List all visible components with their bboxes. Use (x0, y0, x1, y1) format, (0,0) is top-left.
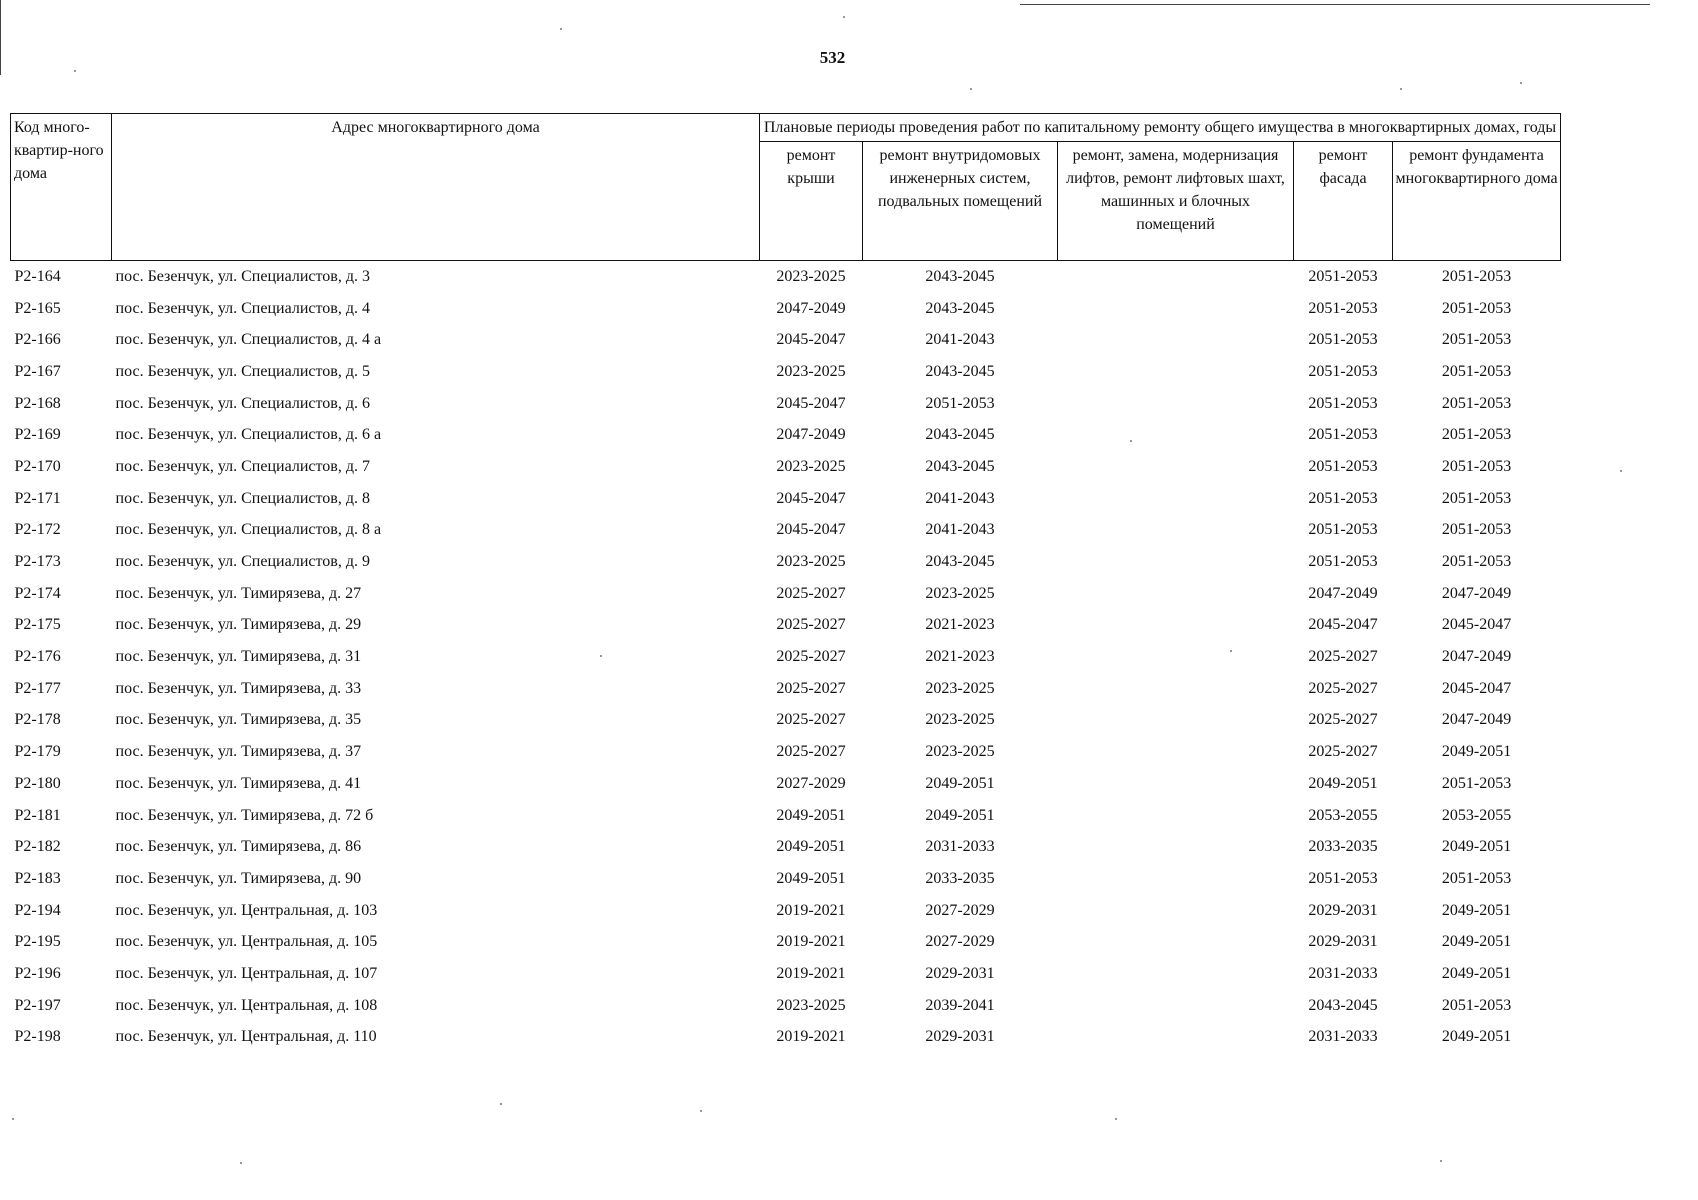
cell-roof: 2045-2047 (776, 489, 846, 507)
cell-code: Р2-175 (14, 616, 61, 634)
cell-roof: 2025-2027 (776, 711, 846, 729)
cell-facade: 2025-2027 (1308, 711, 1378, 729)
cell-foundation: 2051-2053 (1441, 521, 1512, 539)
header-code: Код много-квартир-ного дома (11, 114, 112, 261)
header-facade: ремонт фасада (1294, 142, 1393, 261)
header-foundation: ремонт фундамента многоквартирного дома (1393, 142, 1561, 261)
cell-address: пос. Безенчук, ул. Тимирязева, д. 27 (115, 584, 362, 602)
cell-facade: 2047-2049 (1308, 584, 1378, 602)
cell-roof: 2023-2025 (776, 553, 846, 571)
cell-roof: 2025-2027 (776, 616, 846, 634)
table-row (11, 895, 1561, 927)
cell-address: пос. Безенчук, ул. Специалистов, д. 5 (115, 362, 370, 380)
cell-address: пос. Безенчук, ул. Тимирязева, д. 37 (115, 743, 362, 761)
table-row (11, 990, 1561, 1022)
cell-roof: 2027-2029 (776, 774, 846, 792)
cell-lifts (1058, 419, 1294, 451)
scan-speck (1115, 1118, 1117, 1120)
table-row (11, 388, 1561, 420)
cell-address: пос. Безенчук, ул. Тимирязева, д. 86 (115, 838, 362, 856)
cell-systems: 2027-2029 (925, 901, 995, 919)
cell-address: пос. Безенчук, ул. Специалистов, д. 6 а (115, 426, 382, 444)
cell-code: Р2-173 (14, 553, 61, 571)
cell-lifts (1058, 831, 1294, 863)
cell-facade: 2025-2027 (1308, 648, 1378, 666)
cell-lifts (1058, 895, 1294, 927)
cell-roof: 2049-2051 (776, 869, 846, 887)
scan-speck (1230, 650, 1232, 652)
header-address: Адрес многоквартирного дома (112, 114, 760, 261)
cell-lifts (1058, 261, 1294, 293)
scan-speck (12, 1118, 14, 1120)
header-roof: ремонт крыши (760, 142, 863, 261)
table-row (11, 483, 1561, 515)
scan-speck (600, 655, 602, 657)
cell-code: Р2-171 (14, 489, 61, 507)
cell-systems: 2043-2045 (925, 299, 995, 317)
cell-foundation: 2049-2051 (1441, 964, 1512, 982)
cell-facade: 2051-2053 (1308, 521, 1378, 539)
scan-speck (1440, 1160, 1442, 1162)
cell-foundation: 2051-2053 (1441, 426, 1512, 444)
scan-speck (970, 88, 972, 90)
cell-foundation: 2049-2051 (1441, 838, 1512, 856)
cell-roof: 2045-2047 (776, 394, 846, 412)
cell-systems: 2023-2025 (925, 584, 995, 602)
cell-lifts (1058, 388, 1294, 420)
table-row (11, 610, 1561, 642)
cell-lifts (1058, 324, 1294, 356)
cell-foundation: 2051-2053 (1441, 331, 1512, 349)
cell-foundation: 2049-2051 (1441, 1028, 1512, 1046)
cell-foundation: 2051-2053 (1441, 774, 1512, 792)
cell-code: Р2-179 (14, 743, 61, 761)
header-row-top (11, 114, 1561, 142)
cell-code: Р2-176 (14, 648, 61, 666)
cell-foundation: 2051-2053 (1441, 553, 1512, 571)
scan-speck (500, 1103, 502, 1105)
table-row (11, 451, 1561, 483)
cell-facade: 2051-2053 (1308, 426, 1378, 444)
cell-facade: 2051-2053 (1308, 394, 1378, 412)
cell-code: Р2-167 (14, 362, 61, 380)
cell-facade: 2031-2033 (1308, 1028, 1378, 1046)
cell-lifts (1058, 800, 1294, 832)
cell-roof: 2019-2021 (776, 964, 846, 982)
cell-code: Р2-169 (14, 426, 61, 444)
cell-facade: 2051-2053 (1308, 299, 1378, 317)
cell-lifts (1058, 578, 1294, 610)
cell-systems: 2043-2045 (925, 267, 995, 285)
cell-facade: 2051-2053 (1308, 489, 1378, 507)
cell-foundation: 2047-2049 (1441, 711, 1512, 729)
cell-address: пос. Безенчук, ул. Специалистов, д. 3 (115, 267, 370, 285)
cell-systems: 2023-2025 (925, 743, 995, 761)
scan-speck (700, 1110, 702, 1112)
cell-lifts (1058, 863, 1294, 895)
cell-systems: 2041-2043 (925, 489, 995, 507)
cell-lifts (1058, 673, 1294, 705)
cell-foundation: 2051-2053 (1441, 299, 1512, 317)
cell-code: Р2-168 (14, 394, 61, 412)
cell-systems: 2033-2035 (925, 869, 995, 887)
cell-address: пос. Безенчук, ул. Специалистов, д. 7 (115, 457, 370, 475)
table-row (11, 1022, 1561, 1054)
table-row (11, 324, 1561, 356)
scan-speck (560, 28, 562, 30)
cell-roof: 2025-2027 (776, 584, 846, 602)
cell-lifts (1058, 926, 1294, 958)
table-row (11, 958, 1561, 990)
cell-code: Р2-181 (14, 806, 61, 824)
cell-facade: 2051-2053 (1308, 331, 1378, 349)
table-row (11, 419, 1561, 451)
table-row (11, 641, 1561, 673)
cell-code: Р2-177 (14, 679, 61, 697)
cell-code: Р2-198 (14, 1028, 61, 1046)
cell-code: Р2-170 (14, 457, 61, 475)
cell-code: Р2-196 (14, 964, 61, 982)
cell-facade: 2051-2053 (1308, 869, 1378, 887)
cell-foundation: 2049-2051 (1441, 933, 1512, 951)
cell-systems: 2021-2023 (925, 648, 995, 666)
cell-code: Р2-197 (14, 996, 61, 1014)
cell-systems: 2023-2025 (925, 679, 995, 697)
cell-address: пос. Безенчук, ул. Центральная, д. 105 (115, 933, 378, 951)
cell-roof: 2023-2025 (776, 267, 846, 285)
scan-speck (74, 70, 76, 72)
table-row (11, 578, 1561, 610)
table-row (11, 673, 1561, 705)
cell-lifts (1058, 483, 1294, 515)
cell-facade: 2031-2033 (1308, 964, 1378, 982)
cell-roof: 2045-2047 (776, 331, 846, 349)
cell-lifts (1058, 546, 1294, 578)
cell-code: Р2-172 (14, 521, 61, 539)
cell-lifts (1058, 736, 1294, 768)
cell-lifts (1058, 705, 1294, 737)
cell-foundation: 2051-2053 (1441, 394, 1512, 412)
cell-roof: 2047-2049 (776, 299, 846, 317)
cell-facade: 2051-2053 (1308, 362, 1378, 380)
cell-systems: 2029-2031 (925, 964, 995, 982)
cell-foundation: 2051-2053 (1441, 869, 1512, 887)
cell-systems: 2039-2041 (925, 996, 995, 1014)
cell-foundation: 2047-2049 (1441, 584, 1512, 602)
cell-address: пос. Безенчук, ул. Тимирязева, д. 72 б (115, 806, 374, 824)
cell-roof: 2049-2051 (776, 806, 846, 824)
scan-speck (240, 1162, 242, 1164)
cell-address: пос. Безенчук, ул. Специалистов, д. 4 а (115, 331, 382, 349)
cell-foundation: 2053-2055 (1441, 806, 1512, 824)
cell-facade: 2051-2053 (1308, 457, 1378, 475)
cell-foundation: 2049-2051 (1441, 901, 1512, 919)
table-row (11, 800, 1561, 832)
cell-facade: 2025-2027 (1308, 679, 1378, 697)
cell-lifts (1058, 958, 1294, 990)
cell-facade: 2033-2035 (1308, 838, 1378, 856)
table-row (11, 356, 1561, 388)
cell-systems: 2049-2051 (925, 806, 995, 824)
header-periods: Плановые периоды проведения работ по капитальному ремонту общего имущества в многоквартирных домах, годы (760, 114, 1561, 142)
cell-address: пос. Безенчук, ул. Специалистов, д. 8 (115, 489, 370, 507)
cell-address: пос. Безенчук, ул. Центральная, д. 110 (115, 1028, 377, 1046)
cell-address: пос. Безенчук, ул. Центральная, д. 103 (115, 901, 378, 919)
capital-repair-table (10, 113, 1561, 1053)
cell-code: Р2-183 (14, 869, 61, 887)
table-row (11, 261, 1561, 293)
cell-systems: 2023-2025 (925, 711, 995, 729)
header-systems: ремонт внутридомовых инженерных систем, подвальных помещений (863, 142, 1058, 261)
cell-lifts (1058, 1022, 1294, 1054)
cell-facade: 2029-2031 (1308, 933, 1378, 951)
scan-speck (1520, 82, 1522, 84)
cell-address: пос. Безенчук, ул. Специалистов, д. 9 (115, 553, 370, 571)
cell-code: Р2-194 (14, 901, 61, 919)
cell-roof: 2019-2021 (776, 1028, 846, 1046)
cell-address: пос. Безенчук, ул. Центральная, д. 107 (115, 964, 378, 982)
cell-systems: 2043-2045 (925, 457, 995, 475)
cell-code: Р2-195 (14, 933, 61, 951)
cell-foundation: 2051-2053 (1441, 362, 1512, 380)
cell-address: пос. Безенчук, ул. Тимирязева, д. 31 (115, 648, 362, 666)
cell-lifts (1058, 515, 1294, 547)
cell-systems: 2031-2033 (925, 838, 995, 856)
cell-code: Р2-180 (14, 774, 61, 792)
cell-facade: 2029-2031 (1308, 901, 1378, 919)
scan-speck (843, 16, 845, 18)
cell-facade: 2053-2055 (1308, 806, 1378, 824)
cell-roof: 2019-2021 (776, 901, 846, 919)
cell-systems: 2041-2043 (925, 331, 995, 349)
cell-foundation: 2051-2053 (1441, 267, 1512, 285)
cell-code: Р2-164 (14, 267, 61, 285)
header-lifts: ремонт, замена, модернизация лифтов, ремонт лифтовых шахт, машинных и блочных помещений (1058, 142, 1294, 261)
table-row (11, 863, 1561, 895)
scan-speck (1130, 440, 1132, 442)
cell-systems: 2021-2023 (925, 616, 995, 634)
cell-address: пос. Безенчук, ул. Специалистов, д. 4 (115, 299, 370, 317)
cell-roof: 2023-2025 (776, 362, 846, 380)
cell-roof: 2023-2025 (776, 457, 846, 475)
cell-systems: 2043-2045 (925, 362, 995, 380)
cell-code: Р2-182 (14, 838, 61, 856)
cell-address: пос. Безенчук, ул. Тимирязева, д. 35 (115, 711, 362, 729)
cell-systems: 2049-2051 (925, 774, 995, 792)
cell-foundation: 2051-2053 (1441, 996, 1512, 1014)
cell-systems: 2051-2053 (925, 394, 995, 412)
cell-facade: 2025-2027 (1308, 743, 1378, 761)
cell-foundation: 2049-2051 (1441, 743, 1512, 761)
cell-roof: 2025-2027 (776, 679, 846, 697)
cell-code: Р2-166 (14, 331, 61, 349)
cell-roof: 2019-2021 (776, 933, 846, 951)
cell-lifts (1058, 768, 1294, 800)
cell-foundation: 2045-2047 (1441, 616, 1512, 634)
cell-roof: 2045-2047 (776, 521, 846, 539)
cell-lifts (1058, 356, 1294, 388)
table-row (11, 736, 1561, 768)
table-row (11, 926, 1561, 958)
table-header (11, 114, 1561, 261)
cell-code: Р2-174 (14, 584, 61, 602)
table-body (11, 261, 1561, 1054)
cell-roof: 2047-2049 (776, 426, 846, 444)
cell-address: пос. Безенчук, ул. Тимирязева, д. 41 (115, 774, 362, 792)
cell-code: Р2-165 (14, 299, 61, 317)
page-number: 532 (819, 48, 846, 67)
cell-facade: 2051-2053 (1308, 267, 1378, 285)
cell-lifts (1058, 293, 1294, 325)
cell-systems: 2043-2045 (925, 553, 995, 571)
cell-systems: 2029-2031 (925, 1028, 995, 1046)
cell-roof: 2025-2027 (776, 743, 846, 761)
cell-facade: 2049-2051 (1308, 774, 1378, 792)
cell-roof: 2025-2027 (776, 648, 846, 666)
table-row (11, 705, 1561, 737)
cell-address: пос. Безенчук, ул. Специалистов, д. 6 (115, 394, 370, 412)
cell-facade: 2051-2053 (1308, 553, 1378, 571)
cell-systems: 2027-2029 (925, 933, 995, 951)
scan-edge-line (1020, 4, 1650, 5)
cell-address: пос. Безенчук, ул. Тимирязева, д. 29 (115, 616, 362, 634)
cell-facade: 2045-2047 (1308, 616, 1378, 634)
table-row (11, 546, 1561, 578)
table-row (11, 293, 1561, 325)
cell-lifts (1058, 641, 1294, 673)
table-row (11, 515, 1561, 547)
cell-address: пос. Безенчук, ул. Центральная, д. 108 (115, 996, 378, 1014)
cell-code: Р2-178 (14, 711, 61, 729)
cell-address: пос. Безенчук, ул. Тимирязева, д. 33 (115, 679, 362, 697)
cell-roof: 2049-2051 (776, 838, 846, 856)
cell-lifts (1058, 610, 1294, 642)
cell-foundation: 2051-2053 (1441, 457, 1512, 475)
cell-foundation: 2047-2049 (1441, 648, 1512, 666)
scan-speck (1620, 470, 1622, 472)
table-row (11, 831, 1561, 863)
cell-address: пос. Безенчук, ул. Специалистов, д. 8 а (115, 521, 382, 539)
table-row (11, 768, 1561, 800)
cell-lifts (1058, 990, 1294, 1022)
cell-lifts (1058, 451, 1294, 483)
cell-roof: 2023-2025 (776, 996, 846, 1014)
cell-systems: 2043-2045 (925, 426, 995, 444)
cell-foundation: 2051-2053 (1441, 489, 1512, 507)
cell-foundation: 2045-2047 (1441, 679, 1512, 697)
cell-systems: 2041-2043 (925, 521, 995, 539)
scan-speck (1400, 88, 1402, 90)
cell-facade: 2043-2045 (1308, 996, 1378, 1014)
cell-address: пос. Безенчук, ул. Тимирязева, д. 90 (115, 869, 362, 887)
